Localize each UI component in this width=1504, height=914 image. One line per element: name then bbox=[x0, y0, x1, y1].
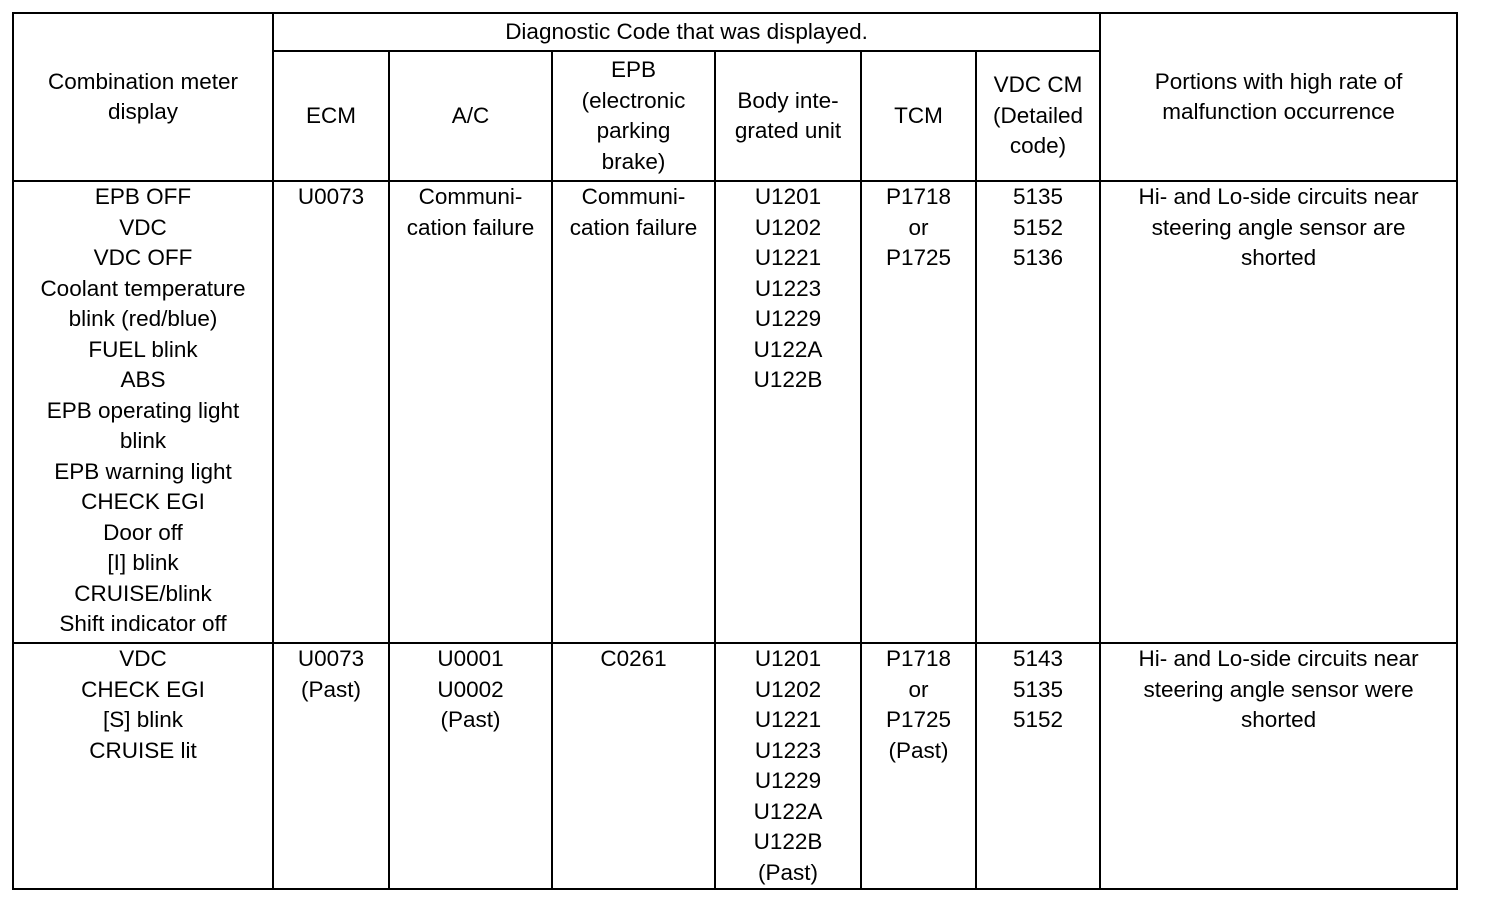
meter-display-cell bbox=[13, 181, 273, 643]
tcm-cell bbox=[861, 643, 976, 889]
cell-line: CRUISE/blink bbox=[74, 580, 212, 606]
cell-line: (Past) bbox=[440, 707, 501, 732]
cell-line: Door off bbox=[103, 519, 183, 545]
cell-line: (Past) bbox=[757, 859, 818, 885]
table-row bbox=[13, 643, 1457, 889]
cell-line: (Detailed bbox=[993, 102, 1084, 128]
cell-line: U122B bbox=[753, 367, 823, 392]
cell-line: EPB warning light bbox=[54, 458, 232, 484]
body-unit-cell bbox=[715, 181, 861, 643]
cell-line: brake) bbox=[601, 148, 666, 174]
cell-line: Body inte- bbox=[737, 87, 839, 113]
body-unit-cell bbox=[715, 643, 861, 889]
cell-line: U0001 bbox=[437, 646, 504, 671]
cell-line: shorted bbox=[1241, 707, 1317, 732]
header-diagnostic-code-group: Diagnostic Code that was displayed. bbox=[273, 13, 1100, 51]
cell-line: EPB bbox=[610, 57, 657, 82]
cell-line: P1718 bbox=[885, 184, 952, 209]
header-tcm bbox=[861, 51, 976, 181]
epb-cell bbox=[552, 181, 715, 643]
cell-line: VDC bbox=[119, 214, 167, 240]
cell-line: P1725 bbox=[885, 707, 952, 732]
cell-line: C0261 bbox=[600, 646, 667, 671]
header-vdc-cm bbox=[976, 51, 1100, 181]
cell-line: A/C bbox=[451, 102, 490, 128]
cell-line: U1223 bbox=[754, 275, 822, 301]
vdc-cell bbox=[976, 643, 1100, 889]
cell-line: U1201 bbox=[754, 184, 822, 209]
cell-line: FUEL blink bbox=[88, 336, 198, 362]
cell-line: U0073 bbox=[297, 184, 365, 209]
cell-line: EPB OFF bbox=[94, 184, 192, 209]
cell-line: 5143 bbox=[1013, 646, 1064, 671]
cell-line: P1718 bbox=[885, 646, 952, 671]
cell-line: TCM bbox=[894, 102, 943, 128]
cell-line: or bbox=[908, 676, 929, 702]
cell-line: U0002 bbox=[437, 676, 504, 702]
table-row bbox=[13, 181, 1457, 643]
cell-line: 5152 bbox=[1013, 214, 1064, 240]
cell-line: U1229 bbox=[754, 306, 822, 331]
cell-line: parking bbox=[596, 118, 671, 143]
cell-line: 5135 bbox=[1013, 184, 1064, 209]
header-epb bbox=[552, 51, 715, 181]
ac-cell bbox=[389, 643, 552, 889]
cell-line: code) bbox=[1009, 133, 1067, 159]
cell-line: 5152 bbox=[1013, 707, 1064, 732]
cell-line: steering angle sensor are bbox=[1151, 214, 1406, 240]
tcm-cell bbox=[861, 181, 976, 643]
cell-line: U0073 bbox=[297, 646, 365, 671]
cell-line: Hi- and Lo-side circuits near bbox=[1138, 646, 1419, 671]
ecm-cell bbox=[273, 181, 389, 643]
cell-line: ECM bbox=[306, 102, 356, 128]
cell-line: U1202 bbox=[754, 214, 822, 240]
cell-line: CHECK EGI bbox=[81, 489, 205, 514]
cell-line: U1202 bbox=[754, 676, 822, 702]
cell-line: steering angle sensor were bbox=[1143, 676, 1414, 702]
cell-line: grated unit bbox=[734, 118, 842, 143]
cell-line: ABS bbox=[120, 367, 166, 392]
ac-cell bbox=[389, 181, 552, 643]
cell-line: U1221 bbox=[754, 245, 822, 270]
cell-line: U122B bbox=[753, 829, 823, 854]
cell-line: Coolant temperature bbox=[40, 275, 246, 301]
cell-line: 5135 bbox=[1013, 676, 1064, 702]
cell-line: Communi- bbox=[418, 184, 523, 209]
portions-cell bbox=[1100, 643, 1457, 889]
cell-line: VDC OFF bbox=[93, 245, 193, 270]
cell-line: U1201 bbox=[754, 646, 822, 671]
cell-line: or bbox=[908, 214, 929, 240]
header-ac bbox=[389, 51, 552, 181]
cell-line: Communi- bbox=[581, 184, 686, 209]
cell-line: shorted bbox=[1241, 245, 1317, 270]
cell-line: (electronic bbox=[581, 87, 686, 113]
cell-line: blink bbox=[119, 428, 167, 453]
portions-cell bbox=[1100, 181, 1457, 643]
ecm-cell bbox=[273, 643, 389, 889]
cell-line: VDC CM bbox=[993, 72, 1083, 98]
cell-line: blink (red/blue) bbox=[68, 306, 218, 331]
cell-line: [I] blink bbox=[107, 550, 179, 575]
cell-line: CHECK EGI bbox=[81, 676, 205, 702]
cell-line: U122A bbox=[753, 798, 823, 824]
cell-line: CRUISE lit bbox=[89, 737, 197, 763]
cell-line: P1725 bbox=[885, 245, 952, 270]
header-ecm bbox=[273, 51, 389, 181]
diagnostic-code-table bbox=[12, 12, 1458, 890]
cell-line: EPB operating light bbox=[46, 397, 240, 423]
cell-line: (Past) bbox=[888, 737, 949, 763]
header-combination-meter: Combination meter display bbox=[13, 13, 273, 181]
cell-line: 5136 bbox=[1013, 245, 1064, 270]
meter-display-cell bbox=[13, 643, 273, 889]
cell-line: (Past) bbox=[300, 676, 361, 702]
cell-line: Hi- and Lo-side circuits near bbox=[1138, 184, 1419, 209]
cell-line: Shift indicator off bbox=[59, 611, 227, 636]
cell-line: U122A bbox=[753, 336, 823, 362]
header-body-integrated-unit bbox=[715, 51, 861, 181]
cell-line: U1229 bbox=[754, 768, 822, 793]
cell-line: cation failure bbox=[569, 214, 698, 240]
cell-line: VDC bbox=[119, 646, 167, 671]
epb-cell bbox=[552, 643, 715, 889]
cell-line: U1221 bbox=[754, 707, 822, 732]
vdc-cell bbox=[976, 181, 1100, 643]
cell-line: cation failure bbox=[406, 214, 535, 240]
header-portions: Portions with high rate of malfunction occurrence bbox=[1100, 13, 1457, 181]
cell-line: [S] blink bbox=[102, 707, 184, 732]
cell-line: U1223 bbox=[754, 737, 822, 763]
